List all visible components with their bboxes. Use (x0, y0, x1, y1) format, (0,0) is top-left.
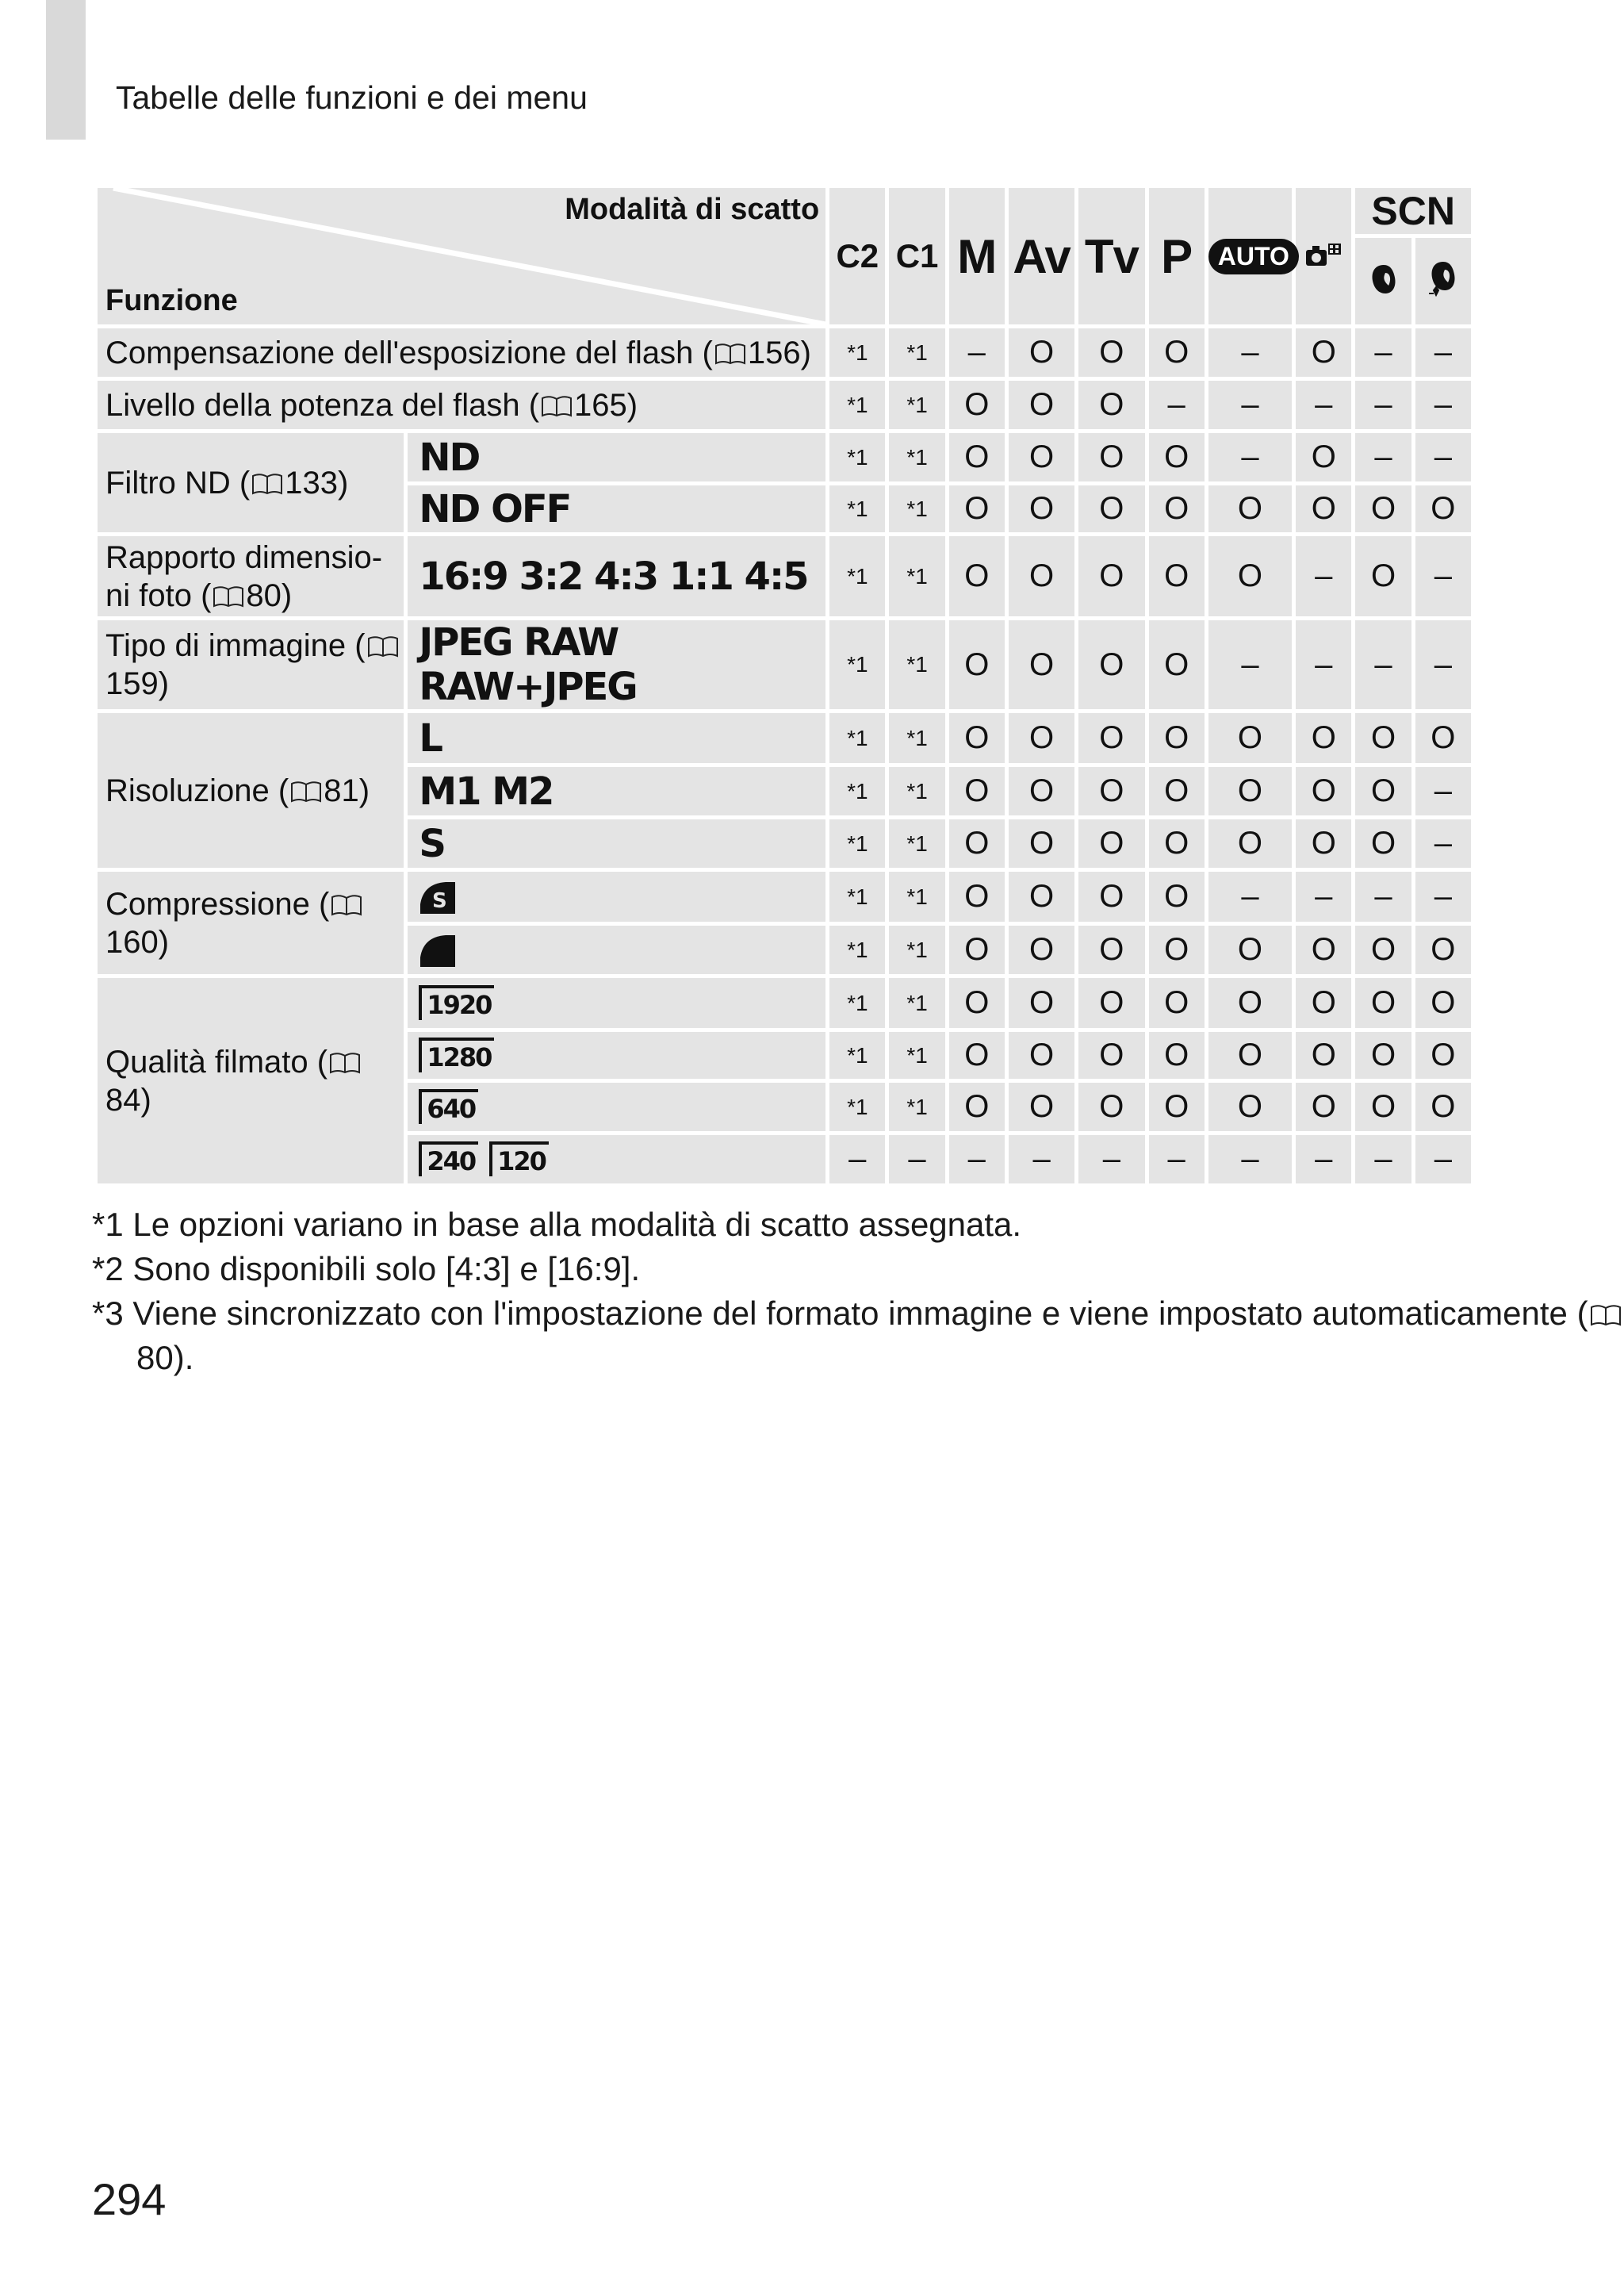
availability-cell: O (1413, 712, 1473, 765)
nd-filter-off-icon: ND OFF (406, 484, 828, 535)
availability-cell: O (1147, 870, 1206, 924)
tv-mode-icon: Tv (1077, 186, 1147, 327)
function-heading: Funzione (105, 284, 238, 317)
availability-cell: O (1147, 1030, 1206, 1081)
availability-cell: *1 (828, 765, 887, 818)
availability-cell: – (1147, 379, 1206, 432)
availability-cell: – (1294, 870, 1354, 924)
table-row (96, 535, 1473, 619)
m-mode-icon: M (947, 186, 1006, 327)
availability-cell: *1 (887, 976, 947, 1030)
availability-cell: O (1354, 818, 1413, 870)
availability-cell: – (1206, 432, 1293, 484)
availability-cell: O (1354, 976, 1413, 1030)
availability-cell: O (1077, 712, 1147, 765)
availability-cell: O (947, 924, 1006, 976)
movie-640-icon: 640 (406, 1081, 828, 1133)
scn-group-header: SCN (1354, 186, 1473, 236)
availability-cell: – (1006, 1133, 1076, 1186)
hybrid-auto-icon (1294, 186, 1354, 327)
availability-cell: – (1294, 535, 1354, 619)
availability-cell: O (1006, 327, 1076, 379)
function-label: Tipo di immagine (159) (96, 619, 406, 712)
availability-cell: – (1294, 379, 1354, 432)
availability-cell: O (1206, 712, 1293, 765)
availability-cell: O (1006, 818, 1076, 870)
table-row (96, 976, 1473, 1030)
availability-cell: O (1147, 924, 1206, 976)
footnote-1: *1 Le opzioni variano in base alla modalità di scatto assegnata. (92, 1206, 1022, 1243)
c2-mode-icon: C2 (828, 186, 887, 327)
availability-cell: O (1077, 432, 1147, 484)
movie-1920-icon: 1920 (406, 976, 828, 1030)
availability-cell: *1 (828, 327, 887, 379)
availability-cell: – (947, 327, 1006, 379)
availability-cell: – (947, 1133, 1006, 1186)
function-label: Livello della potenza del flash ( 165) (96, 379, 828, 432)
availability-cell: *1 (828, 535, 887, 619)
book-reference-icon (366, 628, 400, 663)
availability-cell: O (1077, 535, 1147, 619)
availability-cell: – (1206, 870, 1293, 924)
table-row (96, 379, 1473, 432)
av-mode-icon: Av (1006, 186, 1076, 327)
function-label: Risoluzione ( 81) (96, 712, 406, 870)
availability-cell: O (947, 535, 1006, 619)
availability-cell: *1 (828, 870, 887, 924)
availability-cell: – (828, 1133, 887, 1186)
availability-cell: *1 (887, 870, 947, 924)
availability-cell: – (1413, 818, 1473, 870)
availability-cell: O (1006, 765, 1076, 818)
availability-cell: *1 (828, 619, 887, 712)
availability-cell: O (1077, 379, 1147, 432)
availability-cell: O (1294, 976, 1354, 1030)
availability-cell: O (1147, 432, 1206, 484)
availability-cell: O (1077, 924, 1147, 976)
compression-fine-icon (406, 924, 828, 976)
availability-cell: *1 (887, 484, 947, 535)
function-label: Filtro ND ( 133) (96, 432, 406, 535)
availability-cell: *1 (887, 924, 947, 976)
availability-cell: O (947, 484, 1006, 535)
availability-cell: O (1294, 484, 1354, 535)
availability-cell: *1 (887, 327, 947, 379)
availability-cell: – (1413, 432, 1473, 484)
availability-cell: O (1354, 924, 1413, 976)
availability-cell: – (887, 1133, 947, 1186)
availability-cell: *1 (887, 379, 947, 432)
availability-cell: O (1147, 765, 1206, 818)
availability-cell: – (1294, 1133, 1354, 1186)
smooth-skin-icon (1413, 236, 1473, 327)
availability-cell: O (1006, 432, 1076, 484)
availability-cell: O (947, 765, 1006, 818)
nd-filter-on-icon: ND (406, 432, 828, 484)
availability-cell: O (1006, 1081, 1076, 1133)
book-reference-icon (329, 887, 364, 922)
image-type-icons: JPEG RAW RAW+JPEG (406, 619, 828, 712)
footnote-2: *2 Sono disponibili solo [4:3] e [16:9]. (92, 1250, 641, 1287)
footnotes (92, 1203, 1624, 1380)
availability-cell: – (1077, 1133, 1147, 1186)
availability-cell: O (1006, 1030, 1076, 1081)
availability-cell: O (1006, 924, 1076, 976)
availability-cell: *1 (887, 765, 947, 818)
availability-cell: O (1206, 1030, 1293, 1081)
table-row (96, 327, 1473, 379)
availability-cell: O (1077, 765, 1147, 818)
availability-cell: O (1147, 619, 1206, 712)
availability-cell: O (1077, 484, 1147, 535)
availability-cell: O (947, 1030, 1006, 1081)
availability-cell: O (1147, 484, 1206, 535)
availability-cell: O (1206, 818, 1293, 870)
availability-cell: *1 (828, 924, 887, 976)
aspect-ratio-icons: 16:9 3:2 4:3 1:1 4:5 (406, 535, 828, 619)
availability-cell: – (1413, 379, 1473, 432)
availability-cell: O (1294, 1030, 1354, 1081)
availability-cell: O (1147, 1081, 1206, 1133)
function-label: Qualità filmato (84) (96, 976, 406, 1186)
resolution-s-icon: S (406, 818, 828, 870)
availability-cell: O (1206, 765, 1293, 818)
auto-mode-icon: AUTO (1206, 186, 1293, 327)
availability-cell: O (1077, 327, 1147, 379)
availability-cell: – (1206, 327, 1293, 379)
availability-cell: O (1354, 712, 1413, 765)
availability-cell: O (1206, 976, 1293, 1030)
availability-cell: – (1413, 765, 1473, 818)
availability-cell: O (1413, 1030, 1473, 1081)
running-header: Tabelle delle funzioni e dei menu (116, 79, 588, 116)
availability-cell: O (947, 619, 1006, 712)
availability-cell: – (1206, 619, 1293, 712)
availability-cell: O (947, 379, 1006, 432)
availability-cell: O (1006, 379, 1076, 432)
availability-cell: O (1077, 619, 1147, 712)
table-corner-header (96, 186, 828, 327)
availability-cell: O (1294, 432, 1354, 484)
p-mode-icon: P (1147, 186, 1206, 327)
availability-cell: *1 (828, 1030, 887, 1081)
availability-cell: – (1354, 379, 1413, 432)
availability-cell: – (1413, 535, 1473, 619)
availability-cell: O (1294, 924, 1354, 976)
availability-cell: O (1206, 484, 1293, 535)
availability-cell: – (1413, 327, 1473, 379)
availability-cell: O (1147, 535, 1206, 619)
svg-text:S: S (432, 888, 448, 913)
availability-cell: – (1147, 1133, 1206, 1186)
availability-cell: O (1147, 976, 1206, 1030)
availability-cell: *1 (828, 976, 887, 1030)
availability-cell: O (947, 712, 1006, 765)
availability-cell: O (1413, 976, 1473, 1030)
availability-cell: O (1006, 870, 1076, 924)
availability-cell: O (1294, 818, 1354, 870)
availability-cell: – (1294, 619, 1354, 712)
resolution-l-icon: L (406, 712, 828, 765)
availability-cell: O (1147, 712, 1206, 765)
availability-cell: O (1077, 976, 1147, 1030)
availability-cell: O (947, 432, 1006, 484)
availability-cell: – (1413, 870, 1473, 924)
table-row (96, 619, 1473, 712)
book-reference-icon (289, 773, 324, 808)
page-tab-marker (46, 0, 86, 140)
availability-cell: O (947, 870, 1006, 924)
availability-cell: *1 (887, 1030, 947, 1081)
availability-cell: *1 (828, 484, 887, 535)
availability-cell: *1 (887, 619, 947, 712)
availability-cell: O (1354, 484, 1413, 535)
availability-cell: O (1294, 712, 1354, 765)
availability-cell: – (1354, 327, 1413, 379)
availability-cell: O (1206, 535, 1293, 619)
book-reference-icon (327, 1045, 362, 1080)
availability-cell: O (1006, 712, 1076, 765)
portrait-icon (1354, 236, 1413, 327)
function-label: Compensazione dell'esposizione del flash ( 156) (96, 327, 828, 379)
availability-cell: O (1006, 976, 1076, 1030)
availability-cell: *1 (828, 1081, 887, 1133)
availability-cell: O (1413, 924, 1473, 976)
availability-cell: *1 (887, 535, 947, 619)
book-reference-icon (1590, 1304, 1622, 1326)
function-table (94, 184, 1475, 1187)
availability-cell: O (1006, 619, 1076, 712)
availability-cell: O (1294, 1081, 1354, 1133)
book-reference-icon (250, 466, 285, 501)
availability-cell: O (1294, 765, 1354, 818)
availability-cell: – (1206, 379, 1293, 432)
availability-cell: – (1413, 619, 1473, 712)
availability-cell: O (1147, 818, 1206, 870)
book-reference-icon (539, 388, 574, 423)
movie-1280-icon: 1280 (406, 1030, 828, 1081)
availability-cell: *1 (828, 432, 887, 484)
availability-cell: *1 (887, 712, 947, 765)
availability-cell: O (1354, 1081, 1413, 1133)
availability-cell: O (1206, 1081, 1293, 1133)
availability-cell: O (1077, 1030, 1147, 1081)
availability-cell: O (1006, 535, 1076, 619)
availability-cell: O (1006, 484, 1076, 535)
footnote-3: *3 Viene sincronizzato con l'impostazione del formato immagine e viene impostato automaticamente (80). (92, 1291, 1624, 1380)
function-label: Compressione (160) (96, 870, 406, 976)
availability-cell: – (1354, 870, 1413, 924)
availability-cell: O (1413, 1081, 1473, 1133)
book-reference-icon (211, 578, 246, 613)
shooting-mode-heading: Modalità di scatto (565, 193, 820, 226)
availability-cell: *1 (887, 432, 947, 484)
page-number: 294 (92, 2174, 167, 2224)
movie-240-120-icons: 240 120 (406, 1133, 828, 1186)
availability-cell: *1 (887, 818, 947, 870)
availability-cell: – (1413, 1133, 1473, 1186)
availability-cell: O (1354, 535, 1413, 619)
compression-superfine-icon (406, 870, 828, 924)
availability-cell: *1 (828, 379, 887, 432)
availability-cell: O (1413, 484, 1473, 535)
availability-cell: – (1354, 1133, 1413, 1186)
availability-cell: – (1354, 619, 1413, 712)
availability-cell: *1 (828, 818, 887, 870)
function-label: Rapporto dimensio- ni foto ( 80) (96, 535, 406, 619)
availability-cell: O (947, 1081, 1006, 1133)
availability-cell: O (1077, 818, 1147, 870)
availability-cell: O (1147, 327, 1206, 379)
availability-cell: *1 (828, 712, 887, 765)
c1-mode-icon: C1 (887, 186, 947, 327)
availability-cell: *1 (887, 1081, 947, 1133)
book-reference-icon (713, 336, 748, 370)
availability-cell: O (1294, 327, 1354, 379)
resolution-m-icons: M1 M2 (406, 765, 828, 818)
table-row (96, 870, 1473, 924)
availability-cell: O (1077, 870, 1147, 924)
availability-cell: O (1206, 924, 1293, 976)
availability-cell: O (947, 976, 1006, 1030)
availability-cell: O (1077, 1081, 1147, 1133)
availability-cell: O (1354, 1030, 1413, 1081)
availability-cell: – (1354, 432, 1413, 484)
table-row (96, 712, 1473, 765)
table-row (96, 432, 1473, 484)
availability-cell: O (947, 818, 1006, 870)
availability-cell: – (1206, 1133, 1293, 1186)
availability-cell: O (1354, 765, 1413, 818)
